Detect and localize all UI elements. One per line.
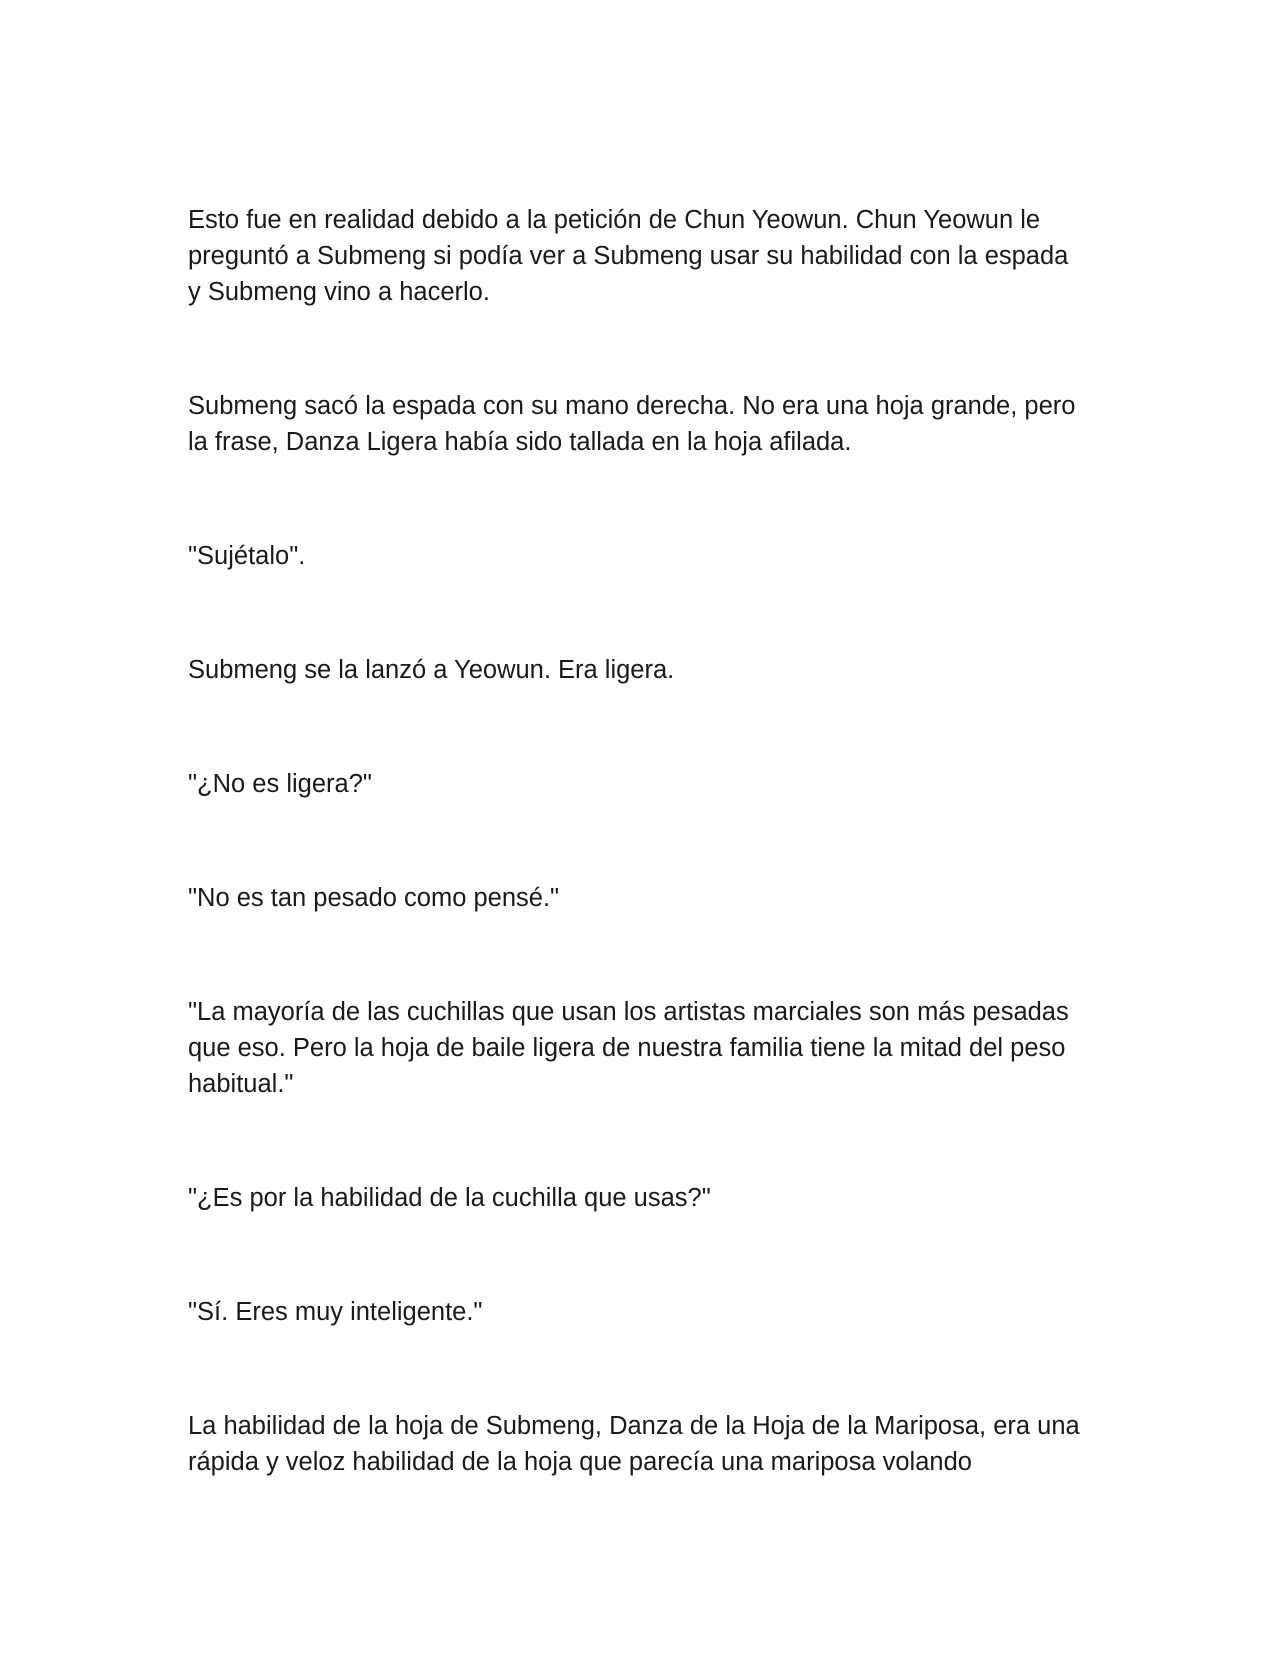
document-body xyxy=(188,202,1088,1480)
paragraph: "Sí. Eres muy inteligente." xyxy=(188,1298,483,1326)
paragraph: "¿Es por la habilidad de la cuchilla que usas?" xyxy=(188,1184,711,1212)
paragraph: "¿No es ligera?" xyxy=(188,770,372,798)
paragraph: La habilidad de la hoja de Submeng, Danza de la Hoja de la Mariposa, era una rápida y veloz habilidad de la hoja que parecía una mariposa volando xyxy=(188,1412,1080,1476)
paragraph: Esto fue en realidad debido a la petición de Chun Yeowun. Chun Yeowun le preguntó a Submeng si podía ver a Submeng usar su habilidad con la espada y Submeng vino a hacerlo. xyxy=(188,206,1069,306)
paragraph: "Sujétalo". xyxy=(188,542,306,570)
paragraph: Submeng se la lanzó a Yeowun. Era ligera. xyxy=(188,656,675,684)
paragraph: "La mayoría de las cuchillas que usan los artistas marciales son más pesadas que eso. Pero la hoja de baile ligera de nuestra familia tiene la mitad del peso habitual." xyxy=(188,998,1069,1098)
paragraph: Submeng sacó la espada con su mano derecha. No era una hoja grande, pero la frase, Danza Ligera había sido tallada en la hoja afilada. xyxy=(188,392,1076,456)
paragraph: "No es tan pesado como pensé." xyxy=(188,884,560,912)
